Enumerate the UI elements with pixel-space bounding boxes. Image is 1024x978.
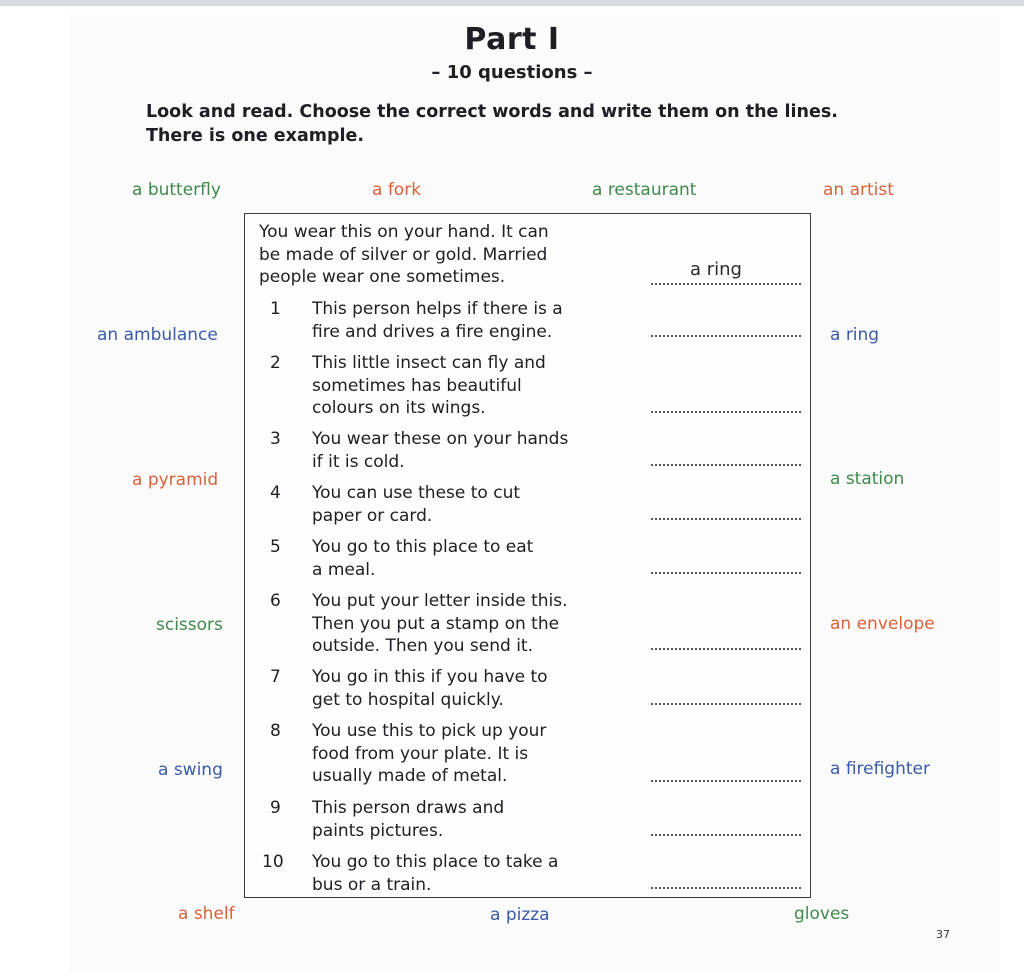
word-envelope: an envelope xyxy=(830,614,935,634)
word-pyramid: a pyramid xyxy=(132,470,219,490)
question-line: colours on its wings. xyxy=(312,398,486,418)
answer-line-5[interactable] xyxy=(651,570,801,574)
example-answer: a ring xyxy=(690,259,742,280)
example-question xyxy=(259,221,639,289)
word-shelf: a shelf xyxy=(178,904,235,924)
question-text xyxy=(312,298,642,343)
question-text xyxy=(312,851,642,896)
question-number: 6 xyxy=(270,591,281,611)
answer-line-7[interactable] xyxy=(651,701,801,705)
question-line: fire and drives a fire engine. xyxy=(312,321,553,342)
question-number: 7 xyxy=(270,667,281,687)
question-line: You use this to pick up your xyxy=(312,721,547,741)
question-text xyxy=(312,590,642,658)
question-line: You wear these on your hands xyxy=(312,429,569,449)
question-number: 1 xyxy=(270,299,281,319)
word-ring: a ring xyxy=(830,325,880,345)
answer-line-3[interactable] xyxy=(651,462,801,466)
question-text xyxy=(312,666,642,711)
question-number: 8 xyxy=(270,721,281,741)
question-line: get to hospital quickly. xyxy=(312,689,504,710)
word-firefighter: a firefighter xyxy=(830,759,930,779)
answer-line-2[interactable] xyxy=(651,409,801,413)
word-fork: a fork xyxy=(372,180,422,200)
question-line: This person helps if there is a xyxy=(312,299,563,319)
question-line: if it is cold. xyxy=(312,451,405,472)
word-gloves: gloves xyxy=(794,904,850,924)
example-line: You wear this on your hand. It can xyxy=(259,222,549,242)
question-number: 2 xyxy=(270,353,281,373)
answer-line-10[interactable] xyxy=(651,885,801,889)
question-text xyxy=(312,352,642,420)
question-number: 3 xyxy=(270,429,281,449)
question-line: You go to this place to eat xyxy=(312,537,534,557)
question-line: You go to this place to take a xyxy=(312,852,559,872)
question-number: 9 xyxy=(270,798,281,818)
example-answer-line xyxy=(651,281,801,285)
example-line: be made of silver or gold. Married xyxy=(259,244,548,265)
question-number: 10 xyxy=(262,852,284,872)
word-ambulance: an ambulance xyxy=(97,325,218,345)
word-butterfly: a butterfly xyxy=(132,180,221,200)
question-line: food from your plate. It is xyxy=(312,743,529,764)
word-pizza: a pizza xyxy=(490,905,550,925)
question-text xyxy=(312,428,642,473)
question-text xyxy=(312,482,642,527)
question-line: You put your letter inside this. xyxy=(312,591,568,611)
question-line: usually made of metal. xyxy=(312,766,508,786)
question-text xyxy=(312,720,642,788)
question-line: paper or card. xyxy=(312,505,433,526)
question-line: sometimes has beautiful xyxy=(312,375,522,396)
question-line: bus or a train. xyxy=(312,874,432,895)
question-line: Then you put a stamp on the xyxy=(312,613,560,634)
question-line: This little insect can fly and xyxy=(312,353,546,373)
word-restaurant: a restaurant xyxy=(592,180,697,200)
word-scissors: scissors xyxy=(156,615,223,635)
question-number: 4 xyxy=(270,483,281,503)
question-text xyxy=(312,797,642,842)
instructions: Look and read. Choose the correct words and write them on the lines. There is one example. xyxy=(146,102,838,146)
example-line: people wear one sometimes. xyxy=(259,267,506,287)
question-number: 5 xyxy=(270,537,281,557)
word-swing: a swing xyxy=(158,760,223,780)
question-line: outside. Then you send it. xyxy=(312,636,533,656)
window-top-bar xyxy=(0,0,1024,6)
page-number: 37 xyxy=(936,928,950,941)
question-line: You go in this if you have to xyxy=(312,667,548,687)
answer-line-6[interactable] xyxy=(651,646,801,650)
page-title: Part I xyxy=(464,22,560,57)
question-line: paints pictures. xyxy=(312,820,444,841)
answer-line-4[interactable] xyxy=(651,516,801,520)
page-subtitle: – 10 questions – xyxy=(431,62,593,83)
answer-line-9[interactable] xyxy=(651,832,801,836)
question-line: a meal. xyxy=(312,559,376,580)
answer-line-1[interactable] xyxy=(651,333,801,337)
question-line: This person draws and xyxy=(312,798,505,818)
word-artist: an artist xyxy=(823,180,894,200)
question-line: You can use these to cut xyxy=(312,483,521,503)
answer-line-8[interactable] xyxy=(651,778,801,782)
question-text xyxy=(312,536,642,581)
word-station: a station xyxy=(830,469,905,489)
